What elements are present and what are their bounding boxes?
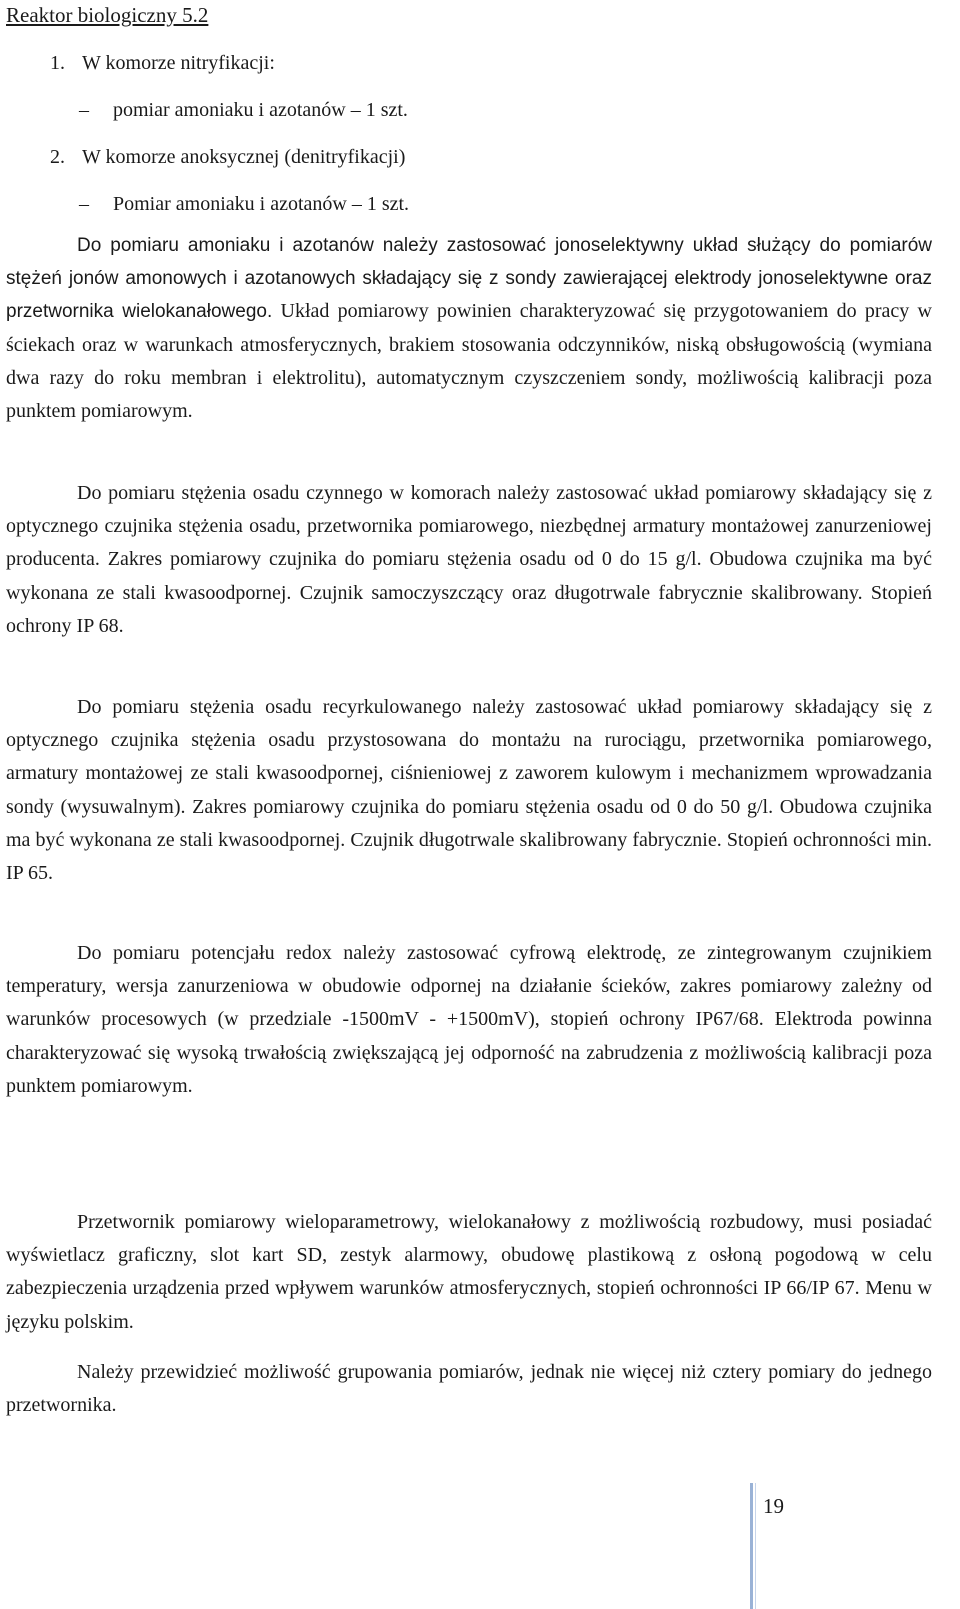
list-item-number: 2.	[50, 146, 65, 168]
paragraph-ammonia-nitrate	[6, 229, 932, 428]
list-item-1	[50, 49, 275, 77]
list-item-text: W komorze anoksycznej (denitryfikacji)	[82, 146, 406, 168]
page-number: 19	[763, 1494, 784, 1518]
paragraph-recirculated-sludge: Do pomiaru stężenia osadu recyrkulowanego należy zastosować układ pomiarowy składający się z optycznego czujnika stężenia osadu przystosowana do montażu na rurociągu, przetwornika pomiarowego, armatury montażowej ze stali kwasoodpornej, ciśnieniowej z zaworem kulowym i mechanizmem wprowadzania sondy (wysuwalnym). Zakres pomiarowy czujnika do pomiaru stężenia osadu od 0 do 50 g/l. Obudowa czujnika ma być wykonana ze stali kwasoodpornej. Czujnik długotrwale skalibrowany fabrycznie. Stopień ochronności min. IP 65.	[6, 696, 932, 885]
paragraph-grouping: Należy przewidzieć możliwość grupowania pomiarów, jednak nie więcej niż cztery pomiary do jednego przetwornika.	[6, 1361, 932, 1417]
list-subitem-text: pomiar amoniaku i azotanów – 1 szt.	[113, 99, 408, 121]
dash-bullet: –	[79, 99, 89, 121]
page-number-rule	[750, 1483, 753, 1609]
section-heading: Reaktor biologiczny 5.2	[6, 3, 209, 27]
list-item-2	[50, 143, 405, 171]
list-subitem-text: Pomiar amoniaku i azotanów – 1 szt.	[113, 193, 410, 215]
paragraph-sans-run: Do pomiaru amoniaku i azotanów należy zastosować jonoselektywny układ służący do pomiarów stężeń jonów amonowych i azotanowych składający się z sondy zawierającej elektrody jonoselektywne oraz przetwornika wielokanałowego.	[6, 235, 932, 323]
list-subitem-2	[79, 190, 409, 218]
paragraph-transmitter: Przetwornik pomiarowy wieloparametrowy, wielokanałowy z możliwością rozbudowy, musi posiadać wyświetlacz graficzny, slot kart SD, zestyk alarmowy, obudowę plastikową z osłoną pogodową w celu zabezpieczenia urządzenia przed wpływem warunków atmosferycznych, stopień ochronności IP 66/IP 67. Menu w języku polskim.	[6, 1211, 932, 1333]
page-number-rule-thin	[755, 1483, 756, 1609]
list-item-number: 1.	[50, 52, 65, 74]
dash-bullet: –	[79, 193, 89, 215]
paragraph-activated-sludge: Do pomiaru stężenia osadu czynnego w komorach należy zastosować układ pomiarowy składający się z optycznego czujnika stężenia osadu, przetwornika pomiarowego, niezbędnej armatury montażowej zanurzeniowej producenta. Zakres pomiarowy czujnika do pomiaru stężenia osadu od 0 do 15 g/l. Obudowa czujnika ma być wykonana ze stali kwasoodpornej. Czujnik samoczyszczący oraz długotrwale fabrycznie skalibrowany. Stopień ochrony IP 68.	[6, 482, 932, 637]
list-subitem-1	[79, 96, 408, 124]
page-number-block	[750, 1483, 840, 1609]
paragraph-redox: Do pomiaru potencjału redox należy zastosować cyfrową elektrodę, ze zintegrowanym czujnikiem temperatury, wersja zanurzeniowa w obudowie odpornej na działanie ścieków, zakres pomiarowy zależny od warunków procesowych (w przedziale -1500mV - +1500mV), stopień ochrony IP67/68. Elektroda powinna charakteryzować się wysoką trwałością zwiększającą jej odporność na zabrudzenia z możliwością kalibracji poza punktem pomiarowym.	[6, 942, 932, 1097]
list-item-text: W komorze nitryfikacji:	[82, 52, 275, 74]
paragraph-serif-run: Układ pomiarowy powinien charakteryzować się przygotowaniem do pracy w ściekach oraz w warunkach atmosferycznych, brakiem stosowania odczynników, niską obsługowością (wymiana dwa razy do roku membran i elektrolitu), automatycznym czyszczeniem sondy, możliwością kalibracji poza punktem pomiarowym.	[6, 300, 932, 423]
